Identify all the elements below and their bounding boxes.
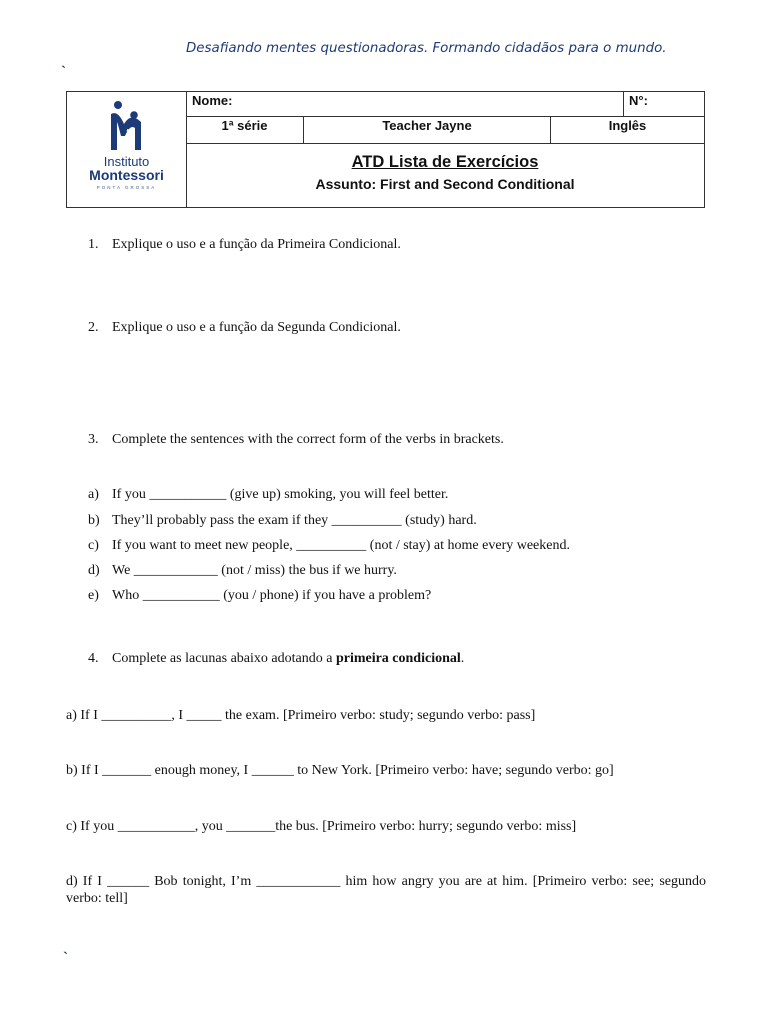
item-label: d) <box>88 563 100 578</box>
school-logo <box>67 92 187 207</box>
question-1-text: Explique o uso e a função da Primeira Condicional. <box>112 237 401 252</box>
number-label: N°: <box>629 93 648 108</box>
header-row-name <box>186 92 704 117</box>
item-sentence: They’ll probably pass the exam if they __________ (study) hard. <box>112 513 477 528</box>
item-label: b) <box>88 513 100 528</box>
question-4-text-before: Complete as lacunas abaixo adotando a <box>112 651 336 666</box>
stray-mark-bottom: ` <box>63 950 68 966</box>
logo-text-montessori: Montessori <box>89 167 164 183</box>
question-4-text-after: . <box>460 651 465 666</box>
list-item: a) If I __________, I _____ the exam. [Primeiro verbo: study; segundo verbo: pass] <box>66 708 536 723</box>
stray-mark-top: ` <box>61 64 66 80</box>
name-field[interactable] <box>186 92 624 116</box>
number-field[interactable] <box>624 92 704 116</box>
question-2-number: 2. <box>88 320 99 335</box>
worksheet-header <box>66 91 705 208</box>
list-item: c) If you ___________, you _______the bus. [Primeiro verbo: hurry; segundo verbo: miss] <box>66 819 577 834</box>
question-3-number: 3. <box>88 432 99 447</box>
item-sentence: We ____________ (not / miss) the bus if we hurry. <box>112 563 397 578</box>
worksheet-title: ATD Lista de Exercícios <box>351 153 539 171</box>
name-label: Nome: <box>192 93 233 108</box>
teacher-cell: Teacher Jayne <box>304 117 551 143</box>
logo-text-instituto: Instituto <box>103 154 150 169</box>
question-2-text: Explique o uso e a função da Segunda Condicional. <box>112 320 401 335</box>
subject-cell: Inglês <box>608 118 647 133</box>
question-4-text <box>112 651 464 667</box>
question-1-number: 1. <box>88 237 99 252</box>
item-label: c) <box>88 538 99 553</box>
item-sentence: If you want to meet new people, __________ (not / stay) at home every weekend. <box>112 538 570 553</box>
header-row-class <box>186 117 704 144</box>
list-item: d) If I ______ Bob tonight, I’m ____________ him how angry you are at him. [Primeiro verbo: see; segundo verbo: tell] <box>66 874 706 906</box>
school-tagline: Desafiando mentes questionadoras. Formando cidadãos para o mundo. <box>186 41 667 56</box>
item-sentence: If you ___________ (give up) smoking, you will feel better. <box>112 487 449 502</box>
item-sentence: Who ___________ (you / phone) if you have a problem? <box>112 588 432 603</box>
grade-cell: 1ª série <box>186 117 304 143</box>
question-4-text-bold: primeira condicional <box>335 651 461 666</box>
logo-text-city: PONTA GROSSA <box>96 185 157 190</box>
item-label: e) <box>88 588 99 603</box>
montessori-logo-icon <box>107 100 145 152</box>
question-3-text: Complete the sentences with the correct form of the verbs in brackets. <box>112 432 504 447</box>
item-label: a) <box>88 487 99 502</box>
list-item: b) If I _______ enough money, I ______ to New York. [Primeiro verbo: have; segundo verbo: go] <box>66 763 614 778</box>
worksheet-topic: Assunto: First and Second Conditional <box>315 176 575 192</box>
question-4-number: 4. <box>88 651 99 666</box>
